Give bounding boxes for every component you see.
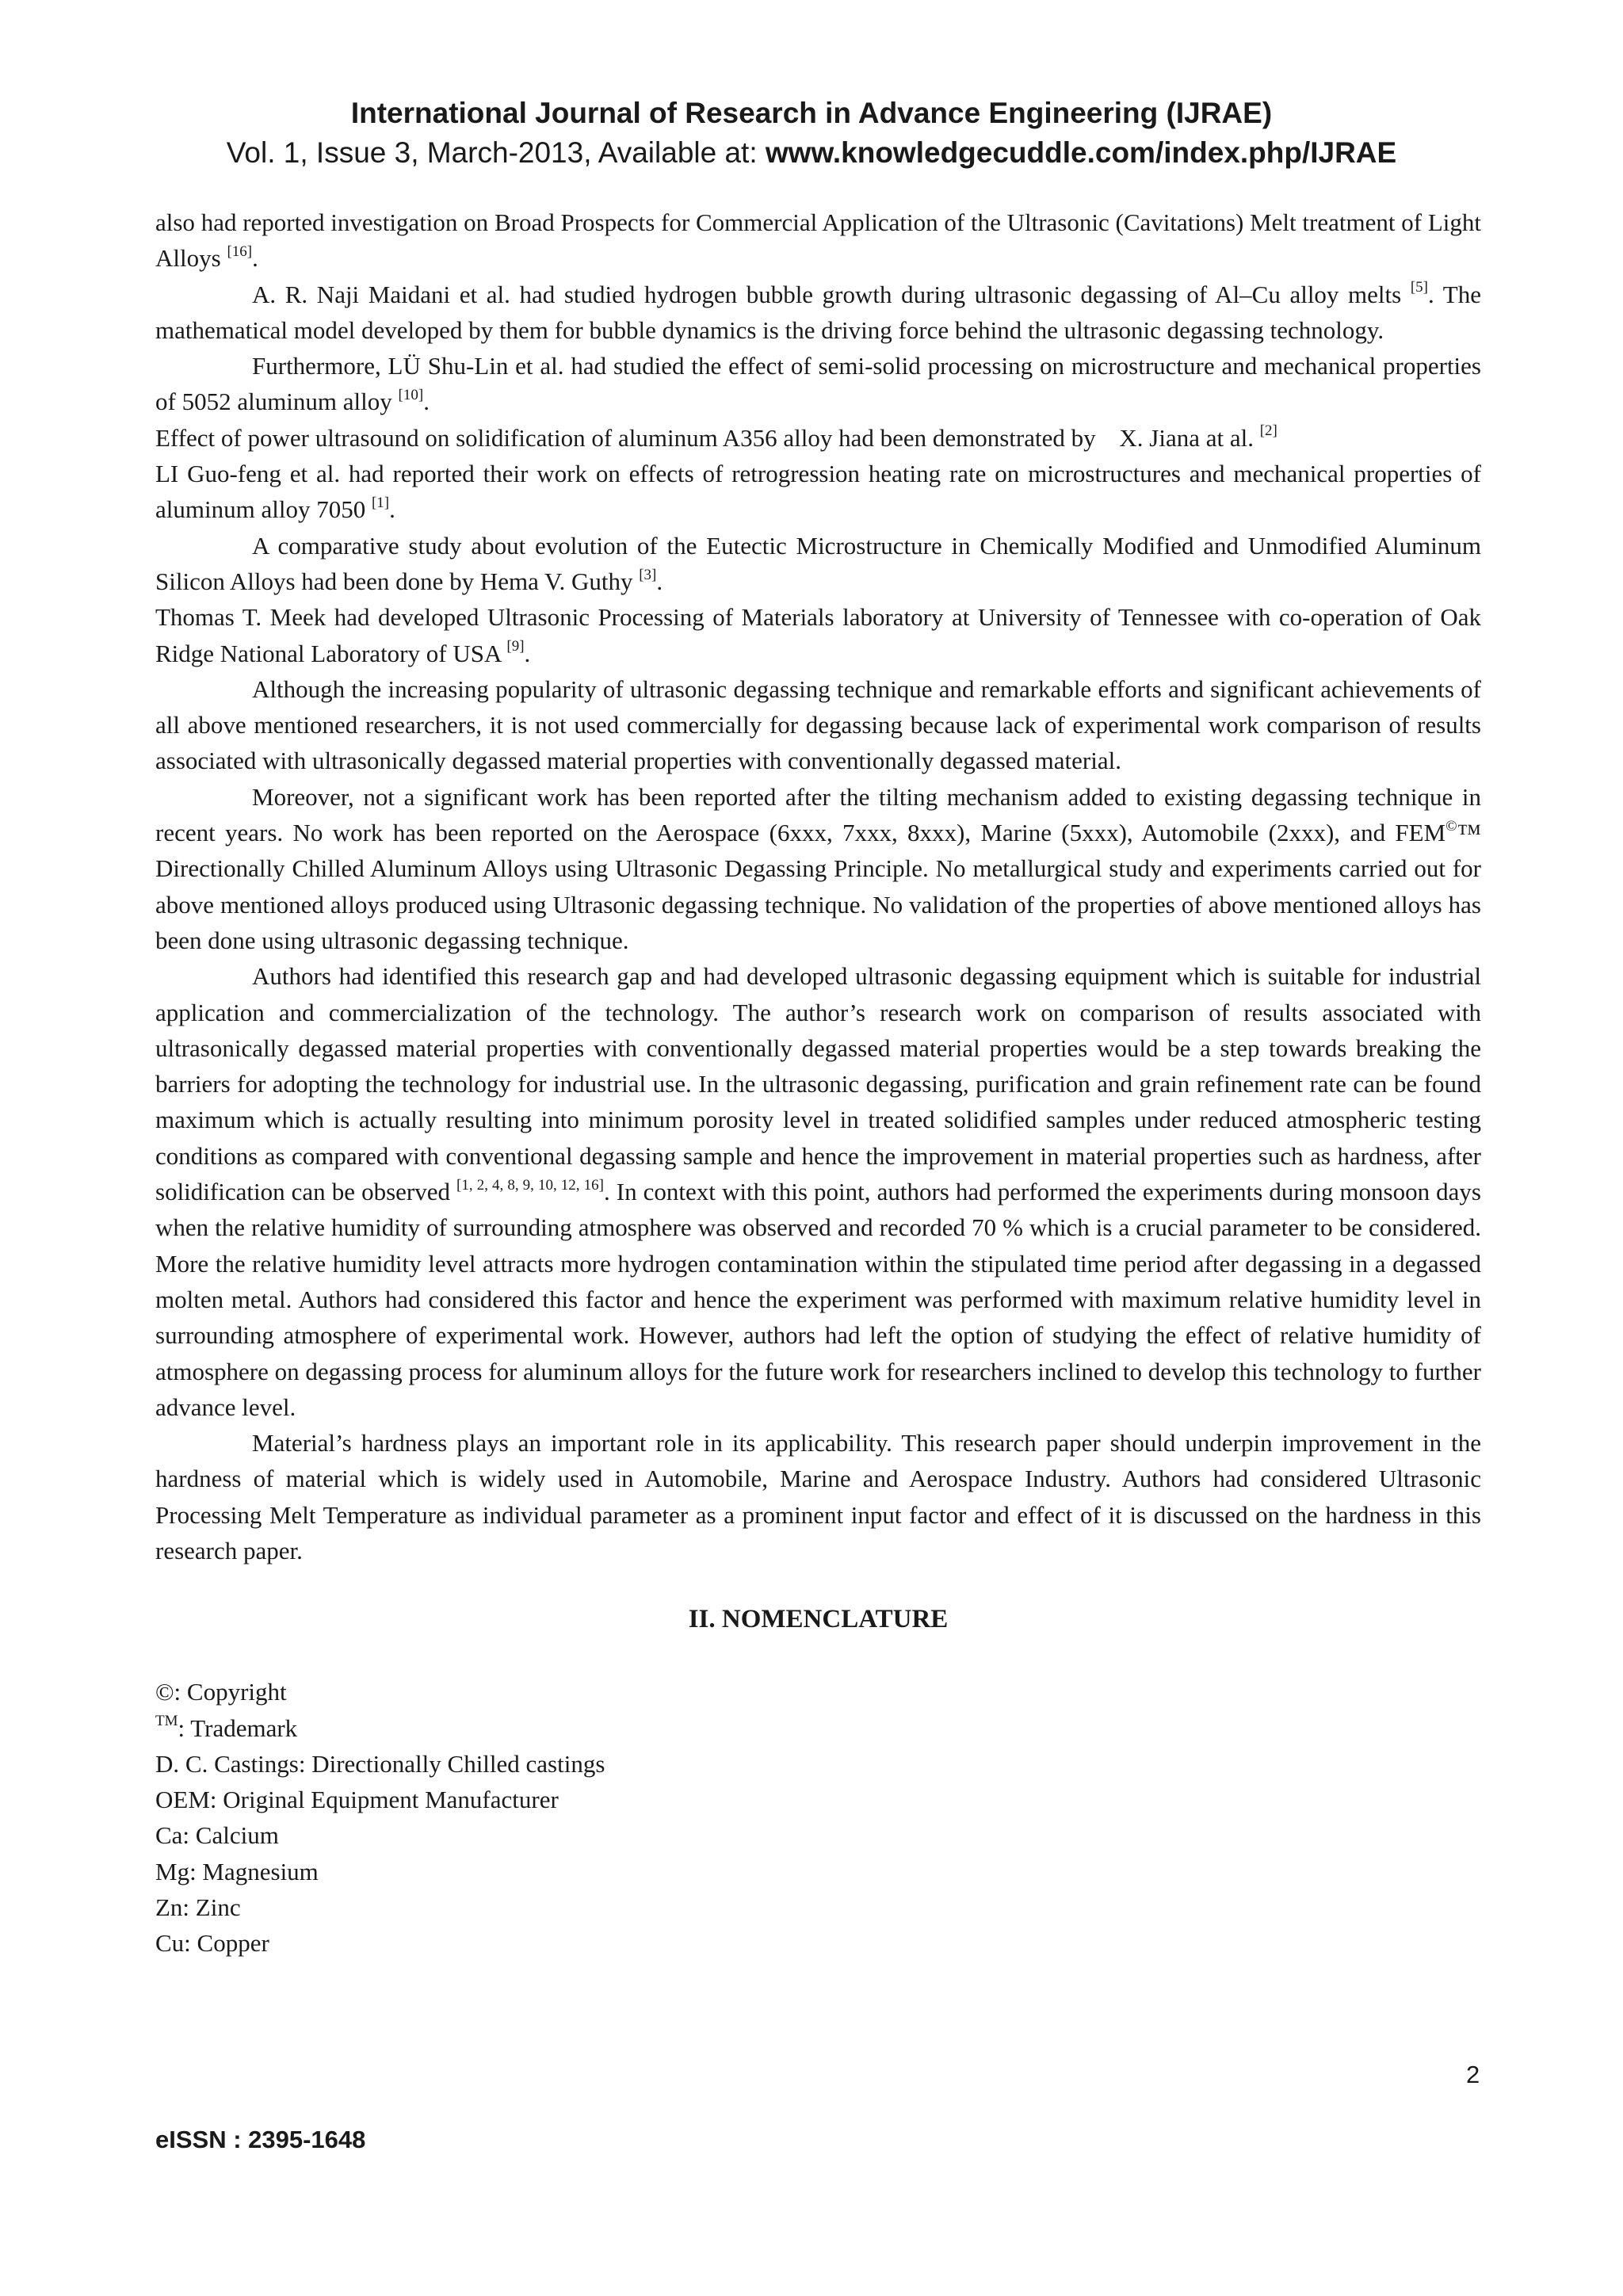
list-item: D. C. Castings: Directionally Chilled castings <box>155 1749 605 1778</box>
list-item: ™: Trademark <box>155 1713 298 1742</box>
eissn-footer: eISSN : 2395-1648 <box>155 2126 366 2153</box>
page-body <box>155 204 1481 1962</box>
citation: [9] <box>506 638 525 655</box>
issue-info: Vol. 1, Issue 3, March-2013, Available at: <box>226 136 766 169</box>
paragraph: A comparative study about evolution of the Eutectic Microstructure in Chemically Modified and Unmodified Aluminum Silicon Alloys had been done by Hema V. Guthy [3]. <box>155 531 1481 595</box>
journal-url[interactable]: www.knowledgecuddle.com/index.php/IJRAE <box>765 136 1397 169</box>
paragraph: Although the increasing popularity of ultrasonic degassing technique and remarkable efforts and significant achievements of all above mentioned researchers, it is not used commercially for degassing because lack of experimental work comparison of results associated with ultrasonically degassed material properties with conventionally degassed material. <box>155 674 1481 775</box>
list-item: Mg: Magnesium <box>155 1857 319 1885</box>
section-heading: II. NOMENCLATURE <box>688 1605 949 1634</box>
paragraph: Thomas T. Meek had developed Ultrasonic Processing of Materials laboratory at University of Tennessee with co-operation of Oak Ridge National Laboratory of USA [9]. <box>155 603 1481 667</box>
paragraph: Moreover, not a significant work has been reported after the tilting mechanism added to existing degassing technique in recent years. No work has been reported on the Aerospace (6xxx, 7xxx, 8xxx), Marine (5xxx), Automobile (2xxx), and FEM©™ Directionally Chilled Aluminum Alloys using Ultrasonic Degassing Principle. No metallurgical study and experiments carried out for above mentioned alloys produced using Ultrasonic degassing technique. No validation of the properties of above mentioned alloys has been done using ultrasonic degassing technique. <box>155 782 1481 954</box>
list-item: Ca: Calcium <box>155 1821 279 1850</box>
list-item: OEM: Original Equipment Manufacturer <box>155 1786 559 1814</box>
citation: [2] <box>1259 422 1277 440</box>
citation: [3] <box>639 566 657 583</box>
paragraph: A. R. Naji Maidani et al. had studied hydrogen bubble growth during ultrasonic degassing of Al–Cu alloy melts [5]. The mathematical model developed by them for bubble dynamics is the driving force behind the ultrasonic degassing technology. <box>155 279 1482 344</box>
citation: [16] <box>227 243 253 260</box>
paragraph: Material’s hardness plays an important role in its applicability. This research paper should underpin improvement in the hardness of material which is widely used in Automobile, Marine and Aerospace Industry. Authors had considered Ultrasonic Processing Melt Temperature as individual parameter as a prominent input factor and effect of it is discussed on the hardness in this research paper. <box>155 1429 1481 1564</box>
citation: [5] <box>1410 279 1428 296</box>
paragraph: Effect of power ultrasound on solidification of aluminum A356 alloy had been demonstrated by X. Jiana at al. [2] <box>155 422 1277 452</box>
page-number: 2 <box>1466 2061 1480 2088</box>
paragraph: LI Guo-feng et al. had reported their work on effects of retrogression heating rate on microstructures and mechanical properties of aluminum alloy 7050 [1]. <box>155 460 1481 524</box>
paragraph: Furthermore, LÜ Shu-Lin et al. had studied the effect of semi-solid processing on microstructure and mechanical properties of 5052 aluminum alloy [10]. <box>155 352 1481 416</box>
journal-header <box>0 94 1623 173</box>
citation: [10] <box>398 387 424 404</box>
nomenclature-list <box>155 1674 1481 1961</box>
copyright-symbol: © <box>1445 817 1457 835</box>
paragraph: also had reported investigation on Broad Prospects for Commercial Application of the Ultrasonic (Cavitations) Melt treatment of Light Alloys [16]. <box>155 208 1481 273</box>
citation: [1, 2, 4, 8, 9, 10, 12, 16] <box>456 1176 604 1194</box>
list-item: Cu: Copper <box>155 1929 269 1958</box>
paragraph: Authors had identified this research gap and had developed ultrasonic degassing equipment which is suitable for industrial application and commercialization of the technology. The author’s research work on comparison of results associated with ultrasonically degassed material properties with conventionally degassed material properties would be a step towards breaking the barriers for adopting the technology for industrial use. In the ultrasonic degassing, purification and grain refinement rate can be found maximum which is actually resulting into minimum porosity level in treated solidified samples under reduced atmospheric testing conditions as compared with conventional degassing sample and hence the improvement in material properties such as hardness, after solidification can be observed [1, 2, 4, 8, 9, 10, 12, 16]. In context with this point, authors had performed the experiments during monsoon days when the relative humidity of surrounding atmosphere was observed and recorded 70 % which is a crucial parameter to be considered. More the relative humidity level attracts more hydrogen contamination within the stipulated time period after degassing in a degassed molten metal. Authors had considered this factor and hence the experiment was performed with maximum relative humidity level in surrounding atmosphere of experimental work. However, authors had left the option of studying the effect of relative humidity of atmosphere on degassing process for aluminum alloys for the future work for researchers inclined to develop this technology to further advance level. <box>155 962 1481 1421</box>
journal-issue-line <box>0 133 1623 173</box>
citation: [1] <box>371 495 390 512</box>
journal-title: International Journal of Research in Advance Engineering (IJRAE) <box>350 97 1273 129</box>
list-item: ©: Copyright <box>155 1678 287 1706</box>
list-item: Zn: Zinc <box>155 1893 241 1922</box>
